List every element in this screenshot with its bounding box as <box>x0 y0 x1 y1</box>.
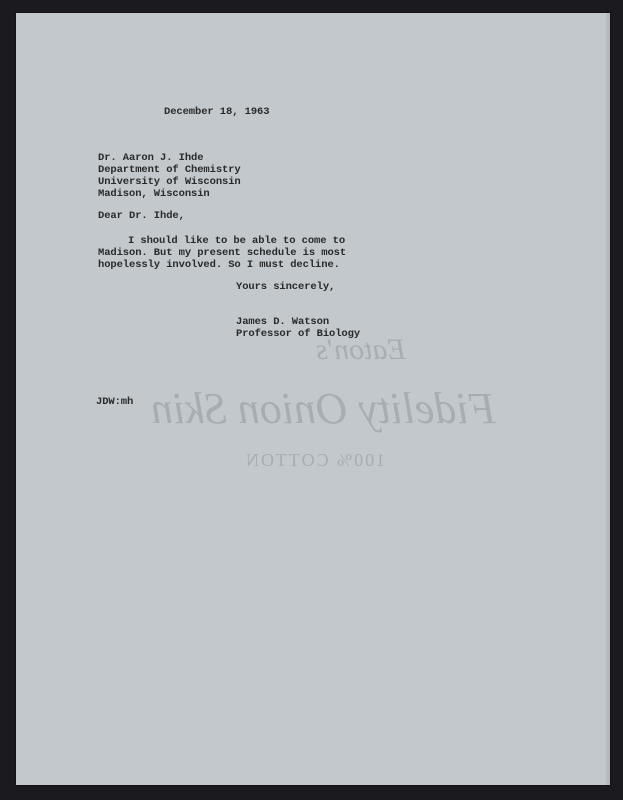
recipient-institution: University of Wisconsin <box>98 176 241 188</box>
recipient-name: Dr. Aaron J. Ihde <box>98 152 204 164</box>
paper-edge <box>606 13 610 785</box>
salutation: Dear Dr. Ihde, <box>98 210 185 222</box>
watermark-line-1: Eaton's <box>316 333 406 366</box>
watermark-line-2: Fidelity Onion Skin <box>151 384 496 433</box>
signer-name: James D. Watson <box>236 316 330 328</box>
body-line-2: Madison. But my present schedule is most <box>98 247 347 259</box>
body-line-3: hopelessly involved. So I must decline. <box>98 259 340 271</box>
letter-date: December 18, 1963 <box>164 106 270 118</box>
body-line-1: I should like to be able to come to <box>128 235 346 247</box>
closing: Yours sincerely, <box>236 281 336 293</box>
reference-initials: JDW:mh <box>96 396 134 408</box>
letter-page <box>16 13 610 785</box>
signer-title: Professor of Biology <box>236 328 361 340</box>
recipient-city: Madison, Wisconsin <box>98 188 210 200</box>
watermark-line-3: 100% COTTON <box>244 450 386 470</box>
recipient-department: Department of Chemistry <box>98 164 241 176</box>
